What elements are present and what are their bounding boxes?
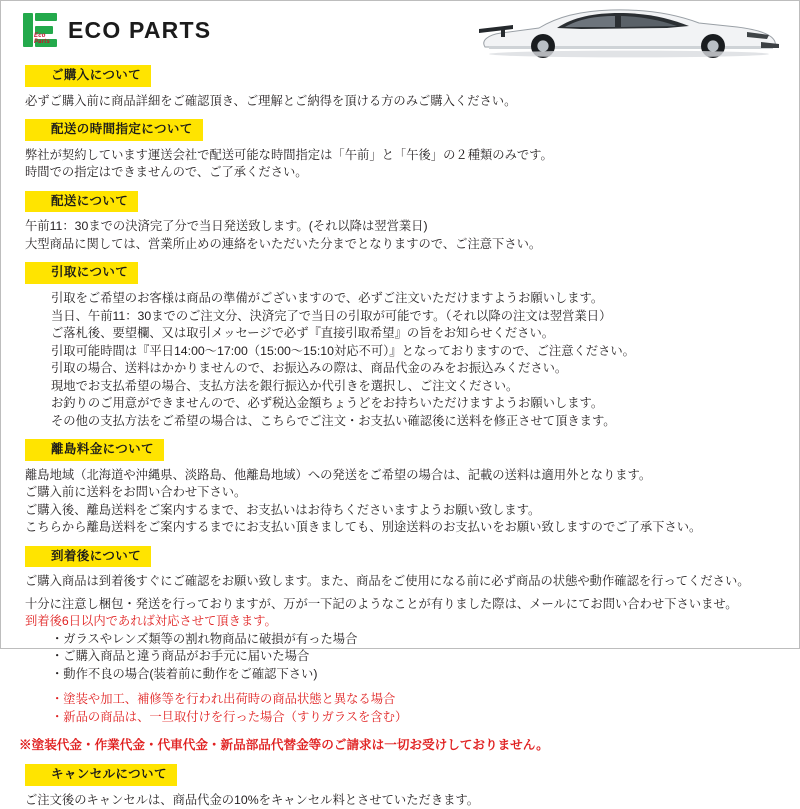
section-heading-cancel — [1, 764, 799, 786]
section-title-remote-island-fee: 離島料金について — [25, 439, 164, 461]
text-line: ご購入商品は到着後すぐにご確認をお願い致します。また、商品をご使用になる前に必ず商品の状態や動作確認を行ってください。 — [25, 574, 750, 589]
section-body-delivery — [1, 218, 799, 253]
section-body-arrival — [1, 573, 799, 726]
text-line-warning: ・新品の商品は、一旦取付けを行った場合（すりガラスを含む） — [51, 709, 408, 724]
text-line-warning: ・塗装や加工、補修等を行われ出荷時の商品状態と異なる場合 — [51, 692, 396, 707]
text-line: 十分に注意し梱包・発送を行っておりますが、万が一下記のようなことが有りました際は、メールにてお問い合わせ下さいませ。 — [25, 596, 738, 611]
section-body-pickup — [1, 290, 799, 430]
text-line: 弊社が契約しています運送会社で配送可能な時間指定は「午前」と「午後」の２種類のみです。 — [25, 147, 553, 162]
section-heading-remote-island-fee — [1, 439, 799, 461]
section-heading-pickup — [1, 262, 799, 284]
text-line: ・動作不良の場合(装着前に動作をご確認下さい) — [51, 666, 318, 681]
text-line: 必ずご購入前に商品詳細をご確認頂き、ご理解とご納得を頂ける方のみご購入ください。 — [25, 93, 517, 108]
text-line: 引取をご希望のお客様は商品の準備がございますので、必ずご注文いただけますようお願いします。 — [51, 291, 604, 305]
text-line: ・ガラスやレンズ類等の割れ物商品に破損が有った場合 — [51, 631, 358, 646]
text-line: 現地でお支払希望の場合、支払方法を銀行振込か代引きを選択し、ご注文ください。 — [51, 378, 519, 393]
text-line: 引取の場合、送料はかかりませんので、お振込みの際は、商品代金のみをお振込みください。 — [51, 361, 568, 375]
section-body-purchase — [1, 93, 799, 111]
text-line: ご落札後、要望欄、又は取引メッセージで必ず『直接引取希望』の旨をお知らせください。 — [51, 326, 555, 340]
text-line: ・ご購入商品と違う商品がお手元に届いた場合 — [51, 649, 310, 664]
section-title-cancel: キャンセルについて — [25, 764, 177, 786]
text-line: 時間での指定はできませんので、ご了承ください。 — [25, 165, 308, 180]
text-line: ご注文後のキャンセルは、商品代金の10%をキャンセル料とさせていただきます。 — [25, 792, 480, 807]
text-line: 離島地域（北海道や沖縄県、淡路島、他離島地域）への発送をご希望の場合は、記載の送料は適用外となります。 — [25, 467, 652, 482]
eco-parts-logo-icon — [23, 13, 59, 47]
sports-car-image — [461, 1, 791, 59]
section-body-remote-island-fee — [1, 467, 799, 537]
section-heading-purchase — [1, 65, 799, 87]
section-heading-delivery — [1, 191, 799, 213]
text-line: ご購入前に送料をお問い合わせ下さい。 — [25, 485, 247, 500]
text-line: 午前11：30までの決済完了分で当日発送致します。(それ以降は翌営業日) — [25, 219, 428, 234]
section-title-purchase: ご購入について — [25, 65, 151, 87]
section-title-pickup: 引取について — [25, 262, 138, 284]
section-title-arrival: 到着後について — [25, 546, 151, 568]
text-line: 引取可能時間は『平日14:00〜17:00（15:00〜15:10対応不可）』となっておりますので、ご注意ください。 — [51, 343, 635, 358]
section-title-delivery-time: 配送の時間指定について — [25, 119, 203, 141]
text-line: ご購入後、離島送料をご案内するまで、お支払いはお待ちくださいますようお願い致します。 — [25, 502, 541, 517]
section-body-cancel — [1, 792, 799, 809]
section-heading-delivery-time — [1, 119, 799, 141]
text-line: 当日、午前11：30までのご注文分、決済完了で当日の引取が可能です。（それ以降の注文は翌営業日） — [51, 308, 612, 323]
text-line: その他の支払方法をご希望の場合は、こちらでご注文・お支払い確認後に送料を修正させて頂きます。 — [51, 413, 616, 428]
text-line-warning: 到着後6日以内であれば対応させて頂きます。 — [25, 614, 277, 629]
section-title-delivery: 配送について — [25, 191, 138, 213]
text-line: こちらから離島送料をご案内するまでにお支払い頂きましても、別途送料のお支払いをお願い致しますのでご了承下さい。 — [25, 520, 702, 535]
page-header — [1, 1, 799, 59]
logo-text: ECO PARTS — [68, 16, 212, 43]
logo-subtext: Eco Parts — [34, 33, 51, 45]
brand-logo — [23, 13, 211, 47]
section-heading-arrival — [1, 546, 799, 568]
billing-notice: ※塗装代金・作業代金・代車代金・新品部品代替金等のご請求は一切お受けしておりません。 — [19, 738, 549, 753]
text-line: お釣りのご用意ができませんので、必ず税込金額ちょうどをお持ちいただけますようお願いします。 — [51, 396, 604, 410]
text-line: 大型商品に関しては、営業所止めの連絡をいただいた分までとなりますので、ご注意下さい。 — [25, 236, 542, 251]
section-body-delivery-time — [1, 147, 799, 182]
